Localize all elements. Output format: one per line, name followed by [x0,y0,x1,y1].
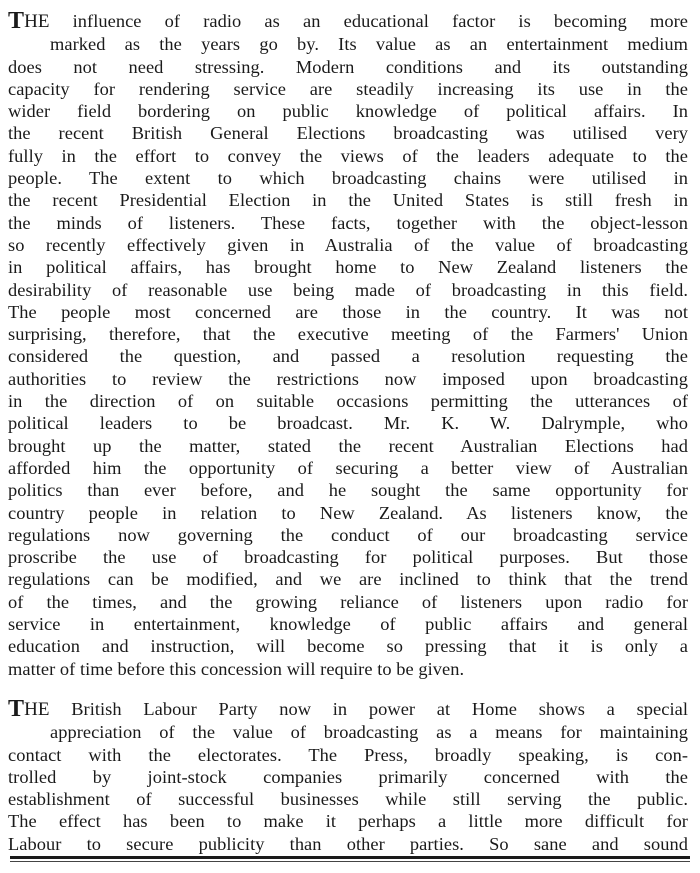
paragraph-1-line-25: proscribe the use of broadcasting for political purposes. But those [8,547,688,568]
paragraph-1-line-30: matter of time before this concession will require to be given. [8,658,465,679]
paragraph-2-line-4: trolled by joint-stock companies primarily concerned with the [8,766,688,787]
paragraph-1-line-19: political leaders to be broadcast. Mr. K. W. Dalrymple, who [8,413,688,434]
paragraph-1-line-9: the recent Presidential Election in the United States is still fresh in [8,190,688,211]
paragraph-1-line-17: authorities to review the restrictions now imposed upon broadcasting [8,368,688,389]
paragraph-1-line-29: education and instruction, will become so pressing that it is only a [8,636,688,657]
paragraph-1-line-8: people. The extent to which broadcasting chains were utilised in [8,168,688,189]
paragraph-1-line-12: in political affairs, has brought home to New Zealand listeners the [8,257,688,278]
bottom-double-rule [10,856,690,862]
paragraph-1-line-2: marked as the years go by. Its value as an entertainment medium [50,34,688,55]
line-text: British Labour Party now in power at Home shows a special [49,698,688,719]
paragraph-1-line-13: desirability of reasonable use being made of broadcasting in this field. [8,279,688,300]
paragraph-1-line-14: The people most concerned are those in the country. It was not [8,301,688,322]
paragraph-1-line-10: the minds of listeners. These facts, together with the object-lesson [8,212,688,233]
paragraph-1-line-5: wider field bordering on public knowledge of political affairs. In [8,101,688,122]
paragraph-1-line-22: politics than ever before, and he sought the same opportunity for [8,480,688,501]
paragraph-2-line-6: The effect has been to make it perhaps a little more difficult for [8,811,688,832]
paragraph-1-line-7: fully in the effort to convey the views of the leaders adequate to the [8,145,688,166]
paragraph-2-line-2: appreciation of the value of broadcasting as a means for maintaining [50,722,688,743]
line-text: influence of radio as an educational factor is becoming more [49,11,688,31]
paragraph-1-line-24: regulations now governing the conduct of our broadcasting service [8,524,688,545]
thin-rule [10,861,690,862]
paragraph-2 [8,698,688,855]
thick-rule [10,856,690,859]
paragraph-1 [8,10,688,680]
drop-cap-rest: HE [24,11,50,32]
paragraph-1-line-4: capacity for rendering service are steadily increasing its use in the [8,78,688,99]
paragraph-1-line-16: considered the question, and passed a resolution requesting the [8,346,688,367]
paragraph-1-line-21: afforded him the opportunity of securing a better view of Australian [8,457,688,478]
paragraph-1-line-6: the recent British General Elections broadcasting was utilised very [8,123,688,144]
paragraph-2-line-3: contact with the electorates. The Press, broadly speaking, is con- [8,744,688,765]
paragraph-1-line-11: so recently effectively given in Australia of the value of broadcasting [8,234,688,255]
paragraph-1-line-1 [8,10,688,33]
drop-cap: T [8,10,25,34]
paragraph-1-line-3: does not need stressing. Modern conditions and its outstanding [8,56,688,77]
paragraph-1-line-28: service in entertainment, knowledge of public affairs and general [8,614,688,635]
paragraph-2-line-5: establishment of successful businesses while still serving the public. [8,789,688,810]
paragraph-1-line-23: country people in relation to New Zealand. As listeners know, the [8,502,688,523]
paragraph-1-line-26: regulations can be modified, and we are inclined to think that the trend [8,569,688,590]
paragraph-1-line-27: of the times, and the growing reliance of listeners upon radio for [8,591,688,612]
drop-cap: T [8,697,25,722]
paragraph-2-line-1 [8,698,688,721]
drop-cap-rest: HE [24,698,50,720]
paragraph-2-line-7: Labour to secure publicity than other parties. So sane and sound [8,833,688,854]
paragraph-1-line-18: in the direction of on suitable occasions permitting the utterances of [8,391,688,412]
paragraph-spacer [8,680,688,698]
article-page [8,10,688,855]
paragraph-1-line-20: brought up the matter, stated the recent Australian Elections had [8,435,688,456]
paragraph-1-line-15: surprising, therefore, that the executive meeting of the Farmers' Union [8,324,688,345]
